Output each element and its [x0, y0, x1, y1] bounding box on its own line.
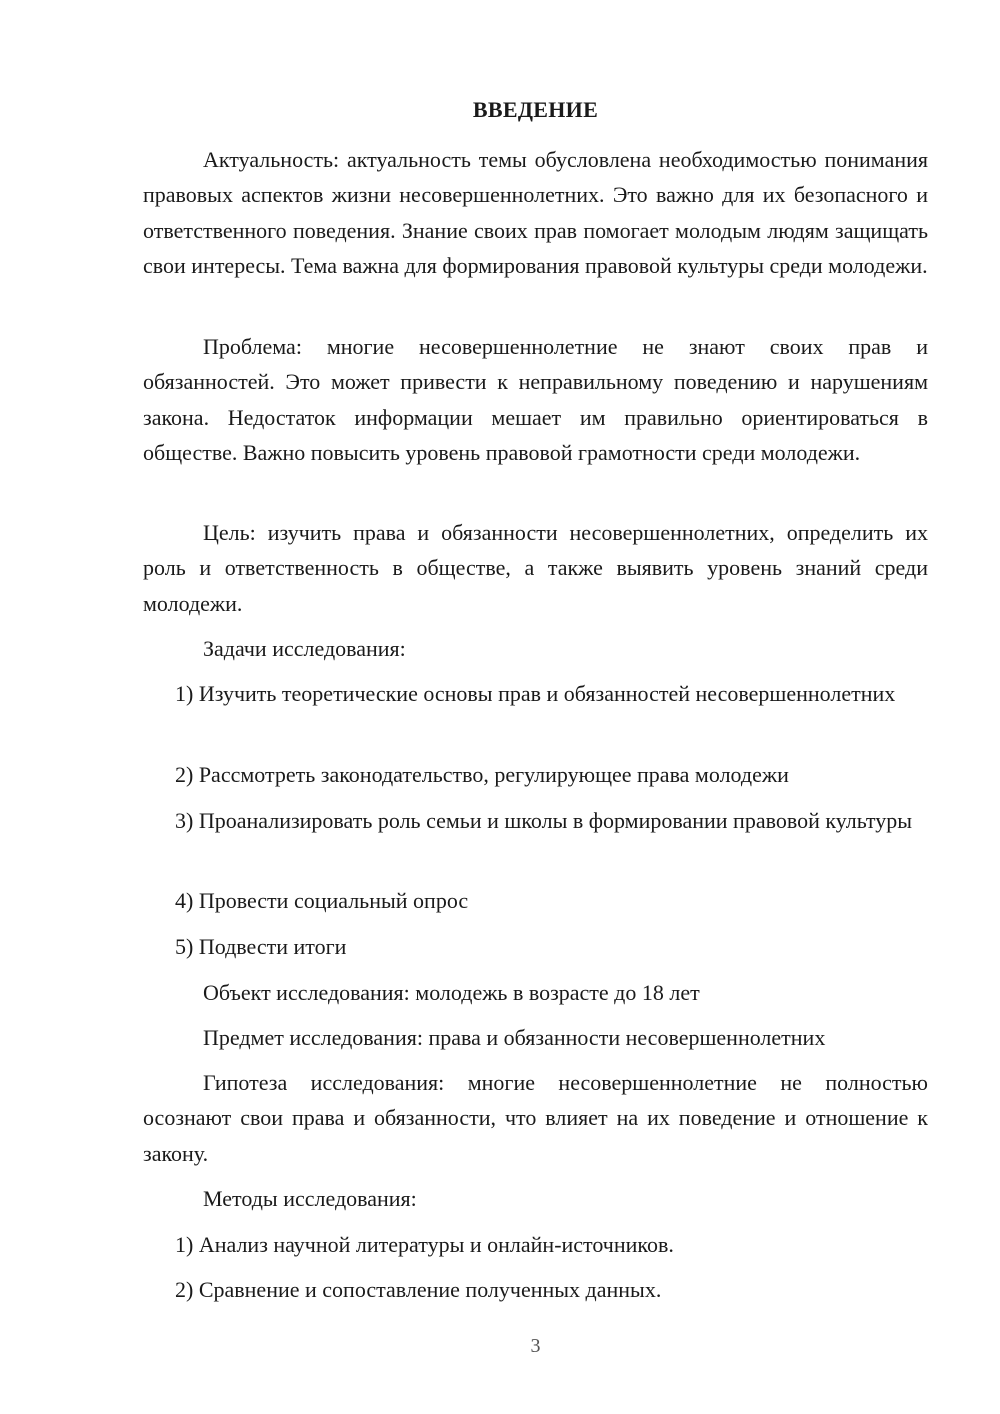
task-item-4: 4) Провести социальный опрос: [175, 888, 469, 913]
paragraph-tasks-heading: Задачи исследования:: [203, 636, 406, 661]
page-number: 3: [530, 1335, 541, 1357]
task-item-1: 1) Изучить теоретические основы прав и обязанностей несовершеннолетних: [175, 681, 896, 706]
paragraph-problem: Проблема: многие несовершеннолетние не знают своих прав и обязанностей. Это может привести к неправильному поведению и нарушениям закона. Недостаток информации мешает им правильно ориентироваться в обществе. Важно повысить уровень правовой грамотности среди молодежи.: [143, 334, 928, 465]
paragraph-hypothesis: Гипотеза исследования: многие несовершеннолетние не полностью осознают свои права и обязанности, что влияет на их поведение и отношение к закону.: [143, 1070, 928, 1166]
paragraph-relevance: Актуальность: актуальность темы обусловлена необходимостью понимания правовых аспектов жизни несовершеннолетних. Это важно для их безопасного и ответственного поведения. Знание своих прав помогает молодым людям защищать свои интересы. Тема важна для формирования правовой культуры среди молодежи.: [143, 147, 928, 278]
page-title: ВВЕДЕНИЕ: [472, 97, 599, 122]
paragraph-object: Объект исследования: молодежь в возрасте до 18 лет: [203, 980, 700, 1005]
paragraph-subject: Предмет исследования: права и обязанности несовершеннолетних: [203, 1025, 826, 1050]
task-item-2: 2) Рассмотреть законодательство, регулирующее права молодежи: [175, 762, 789, 787]
task-item-5: 5) Подвести итоги: [175, 934, 347, 959]
paragraph-goal: Цель: изучить права и обязанности несовершеннолетних, определить их роль и ответственность в обществе, а также выявить уровень знаний среди молодежи.: [143, 520, 928, 616]
method-item-2: 2) Сравнение и сопоставление полученных данных.: [175, 1277, 662, 1302]
paragraph-methods-heading: Методы исследования:: [203, 1186, 417, 1211]
method-item-1: 1) Анализ научной литературы и онлайн-источников.: [175, 1232, 674, 1257]
task-item-3: 3) Проанализировать роль семьи и школы в формировании правовой культуры: [175, 808, 913, 833]
